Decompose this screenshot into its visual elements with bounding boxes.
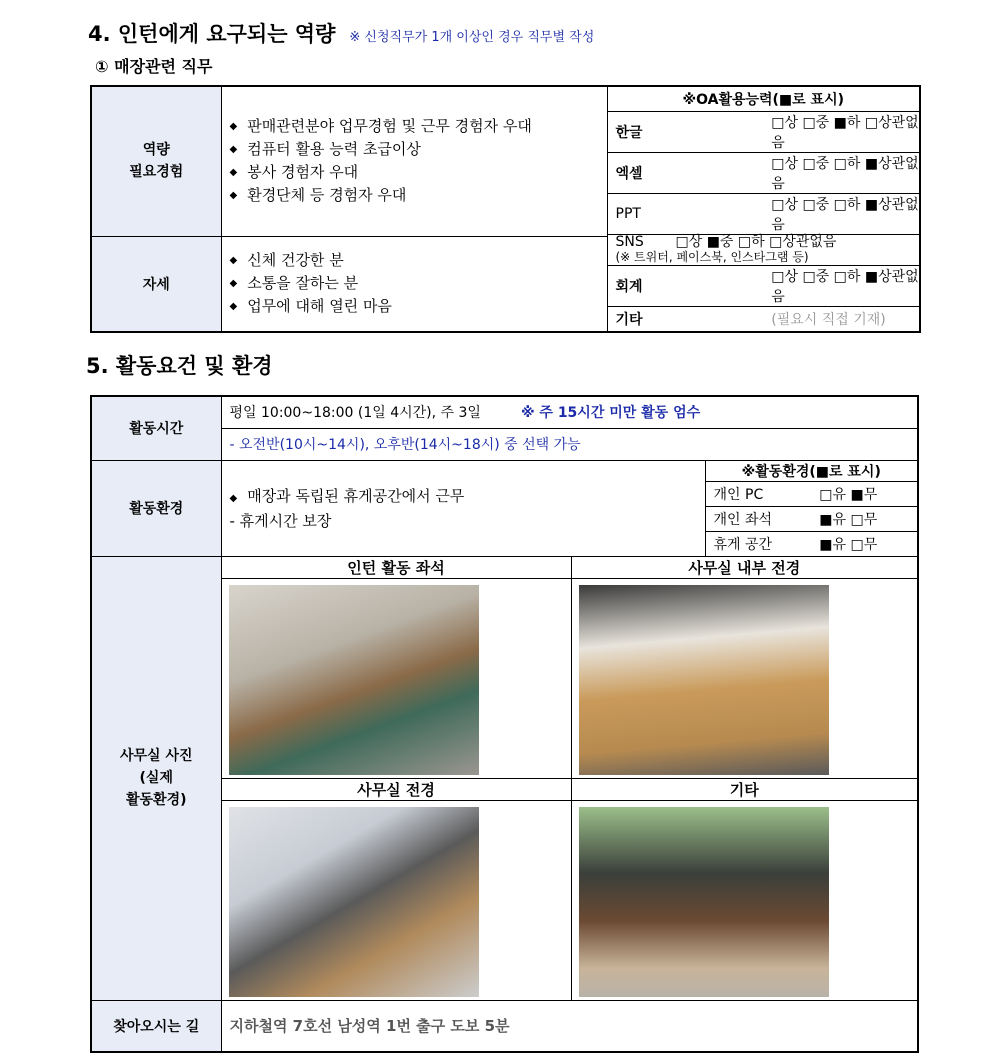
section4-title xyxy=(88,18,594,48)
photo-cell xyxy=(571,578,918,778)
env-header: ※활동환경(■로 표시) xyxy=(706,461,918,482)
photo-office-overview xyxy=(229,807,479,997)
oa-options: □상 □중 □하 ■상관없음 xyxy=(763,153,919,194)
label-experience: 역량 필요경험 xyxy=(91,86,221,236)
label-attitude: 자세 xyxy=(91,236,221,332)
oa-options: □상 □중 □하 ■상관없음 xyxy=(763,266,919,307)
photo-cell xyxy=(221,800,571,1000)
list-item: ◆ 컴퓨터 활용 능력 초급이상 xyxy=(230,138,607,161)
label-environment: 활동환경 xyxy=(91,460,221,556)
list-item: ◆ 판매관련분야 업무경험 및 근무 경험자 우대 xyxy=(230,115,607,138)
env-options: ■유 □무 xyxy=(819,536,878,553)
hours-line1 xyxy=(221,396,918,428)
env-name: 휴게 공간 xyxy=(713,536,773,553)
environment-desc: ◆ 매장과 독립된 휴게공간에서 근무 - 휴게시간 보장 xyxy=(221,460,705,556)
oa-skills-cell xyxy=(607,86,920,332)
list-item: ◆ 신체 건강한 분 xyxy=(230,249,607,272)
oa-options: □상 ■중 □하 □상관없음 xyxy=(675,234,837,250)
attitude-list xyxy=(221,236,607,332)
label-hours: 활동시간 xyxy=(91,396,221,460)
env-options: ■유 □무 xyxy=(811,506,917,531)
experience-list xyxy=(221,86,607,236)
oa-sub: (※ 트위터, 페이스북, 인스타그램 등) xyxy=(615,250,809,264)
list-item: ◆ 봉사 경험자 우대 xyxy=(230,161,607,184)
section4-subtitle: ① 매장관련 직무 xyxy=(95,57,213,76)
environment-check-table xyxy=(706,461,918,556)
env-name: 개인 PC xyxy=(706,481,812,506)
list-item: ◆ 소통을 잘하는 분 xyxy=(230,272,607,295)
list-item: ◆ 업무에 대해 열린 마음 xyxy=(230,295,607,318)
oa-options: □상 □중 ■하 □상관없음 xyxy=(763,112,919,153)
oa-skills-table xyxy=(608,87,920,331)
photo-caption: 기타 xyxy=(571,778,918,800)
label-directions: 찾아오시는 길 xyxy=(91,1000,221,1052)
hours-line2: - 오전반(10시~14시), 오후반(14시~18시) 중 선택 가능 xyxy=(221,428,918,460)
label-photos: 사무실 사진 (실제 활동환경) xyxy=(91,556,221,1000)
oa-header: ※OA활용능력(■로 표시) xyxy=(608,87,920,112)
oa-name: SNS xyxy=(615,234,644,250)
env-name: 개인 좌석 xyxy=(706,506,812,531)
competency-table xyxy=(90,85,921,333)
hours-text: 평일 10:00~18:00 (1일 4시간), 주 3일 xyxy=(229,405,481,422)
photo-caption: 인턴 활동 좌석 xyxy=(221,556,571,578)
env-options: □유 ■무 xyxy=(811,481,917,506)
activity-table xyxy=(90,395,919,1053)
photo-cell xyxy=(571,800,918,1000)
photo-office-interior xyxy=(579,585,829,775)
photo-other-storefront xyxy=(579,807,829,997)
env-item: 매장과 독립된 휴게공간에서 근무 xyxy=(247,486,465,505)
hours-note: ※ 주 15시간 미만 활동 엄수 xyxy=(520,405,701,422)
oa-name: 엑셀 xyxy=(608,153,764,194)
oa-name: 한글 xyxy=(608,112,764,153)
oa-name: 회계 xyxy=(608,266,764,307)
photo-caption: 사무실 전경 xyxy=(221,778,571,800)
section4-title-text: 4. 인턴에게 요구되는 역량 xyxy=(88,22,336,46)
environment-check-cell xyxy=(705,460,918,556)
oa-options: □상 □중 □하 ■상관없음 xyxy=(763,194,919,235)
section5-title: 5. 활동요건 및 환경 xyxy=(86,354,273,378)
oa-name: 기타 xyxy=(615,312,643,328)
photo-intern-seat xyxy=(229,585,479,775)
photo-caption: 사무실 내부 전경 xyxy=(571,556,918,578)
oa-name: PPT xyxy=(608,194,764,235)
oa-other-input[interactable]: (필요시 직접 기재) xyxy=(771,312,886,328)
env-item: - 휴게시간 보장 xyxy=(229,511,332,530)
photo-cell xyxy=(221,578,571,778)
directions-text: 지하철역 7호선 남성역 1번 출구 도보 5분 xyxy=(221,1000,918,1052)
list-item: ◆ 환경단체 등 경험자 우대 xyxy=(230,184,607,207)
section4-note: ※ 신청직무가 1개 이상인 경우 직무별 작성 xyxy=(349,30,595,45)
